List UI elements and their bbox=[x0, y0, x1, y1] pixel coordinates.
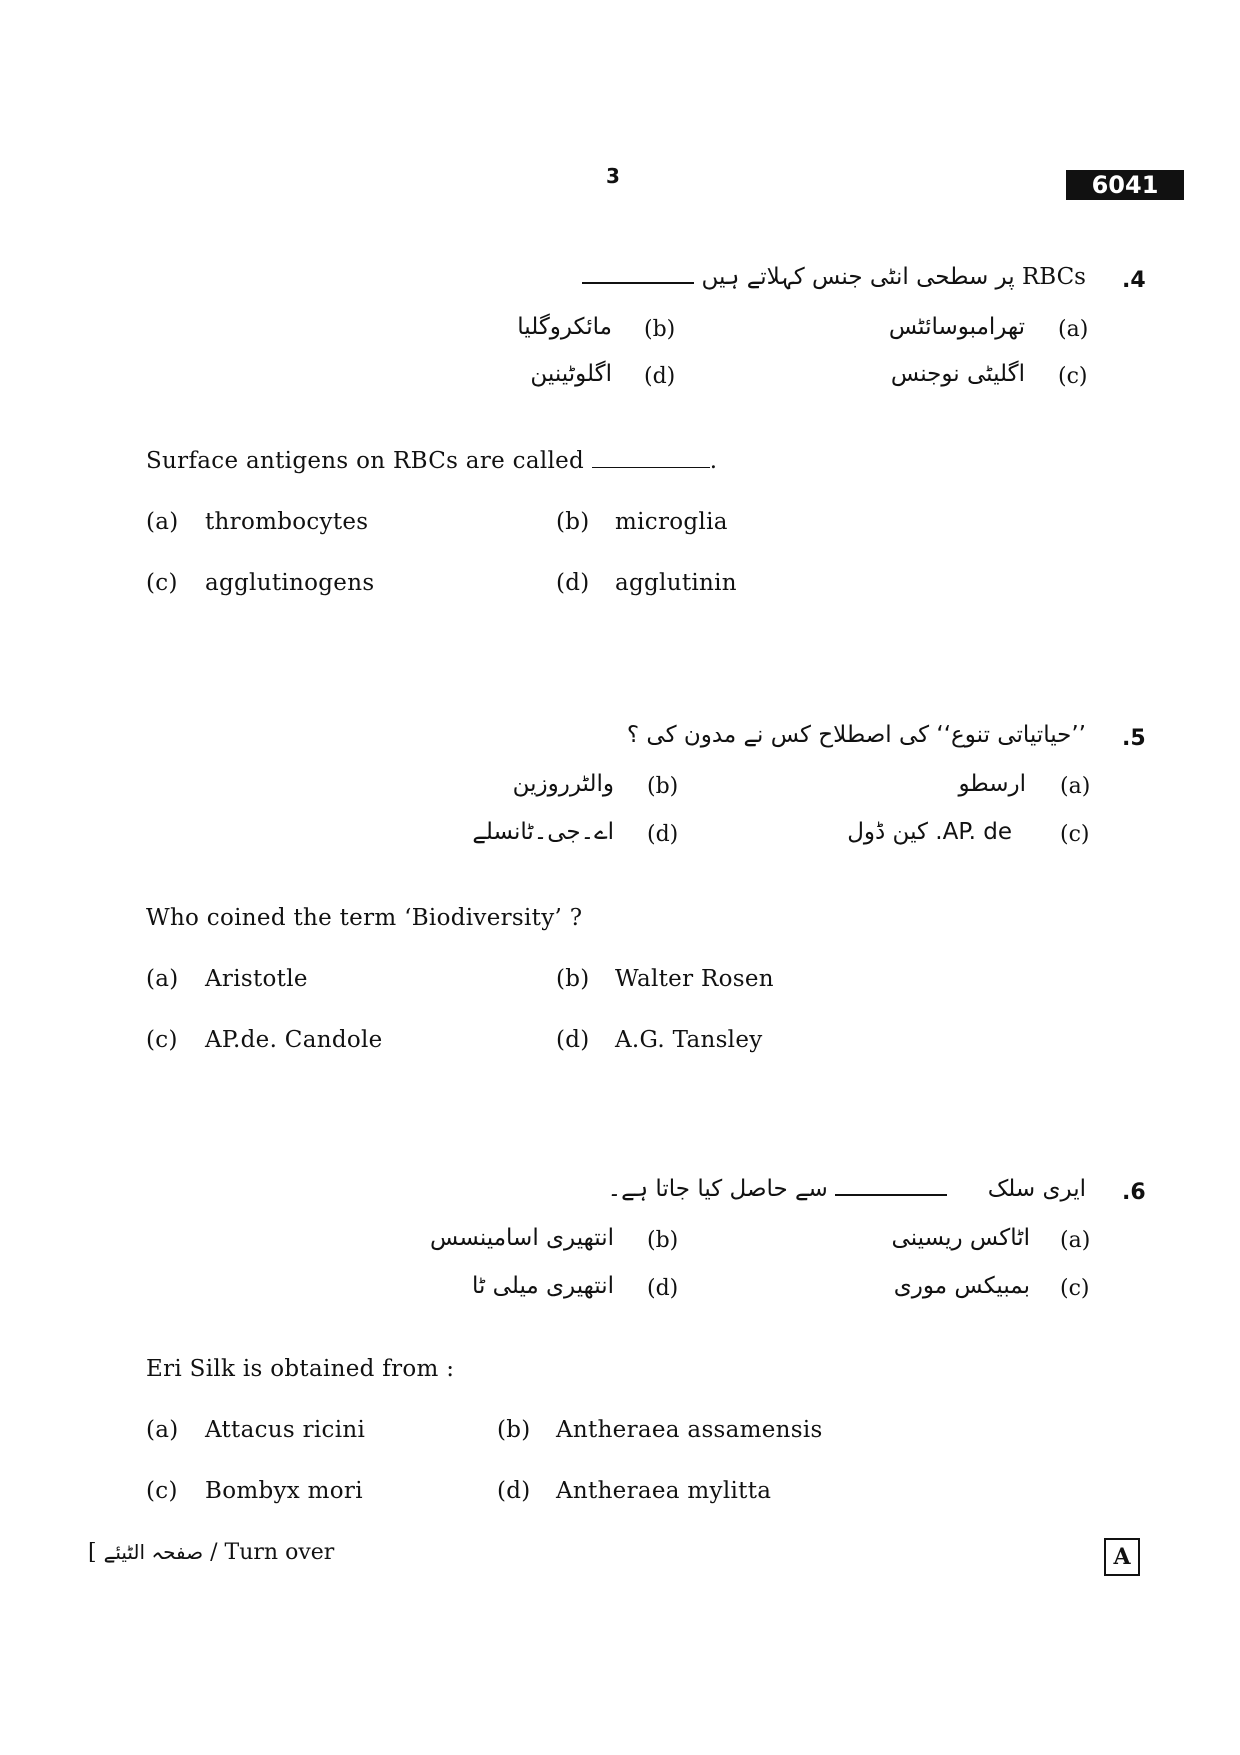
q4-opt-a-label: (a) bbox=[146, 509, 179, 535]
q5-opt-a-label: (a) bbox=[146, 966, 179, 992]
q5-urdu-opt-c-label: (c) bbox=[1060, 822, 1090, 847]
q5-urdu-opt-d-label: (d) bbox=[647, 822, 679, 847]
q4-opt-d: agglutinin bbox=[615, 570, 737, 596]
q4-urdu-blank bbox=[582, 264, 694, 284]
q6-urdu-opt-d-label: (d) bbox=[647, 1276, 679, 1301]
q5-opt-a: Aristotle bbox=[205, 966, 308, 992]
q6-urdu-opt-b: انتھیری اسامینسس bbox=[430, 1225, 614, 1251]
q4-english-blank bbox=[592, 449, 710, 468]
q4-opt-c-label: (c) bbox=[146, 570, 178, 596]
q4-urdu-stem-text: پر سطحی انٹی جنس کہلاتے ہیں bbox=[701, 264, 1015, 290]
q5-opt-c: AP.de. Candole bbox=[205, 1027, 383, 1053]
q5-urdu-opt-d: اے۔جی۔ٹانسلے bbox=[472, 819, 614, 845]
q4-urdu-opt-c: اگلیٹی نوجنس bbox=[890, 361, 1025, 387]
q4-urdu-opt-d-label: (d) bbox=[644, 364, 676, 389]
q6-urdu-end: سے حاصل کیا جاتا ہے۔ bbox=[607, 1176, 828, 1202]
booklet-series-box: A bbox=[1104, 1538, 1140, 1576]
q6-opt-b-label: (b) bbox=[497, 1417, 531, 1443]
paper-code-badge: 6041 bbox=[1066, 170, 1184, 200]
q5-opt-d-label: (d) bbox=[556, 1027, 590, 1053]
q4-opt-b: microglia bbox=[615, 509, 728, 535]
q6-urdu-opt-b-label: (b) bbox=[647, 1228, 679, 1253]
q6-opt-d-label: (d) bbox=[497, 1478, 531, 1504]
q4-opt-d-label: (d) bbox=[556, 570, 590, 596]
q4-urdu-opt-c-label: (c) bbox=[1058, 364, 1088, 389]
q5-number: .5 bbox=[1122, 726, 1146, 751]
q6-urdu-stem bbox=[608, 1176, 1086, 1202]
q5-opt-c-label: (c) bbox=[146, 1027, 178, 1053]
q4-urdu-opt-a-label: (a) bbox=[1058, 317, 1089, 342]
q5-urdu-opt-b: والٹرروزین bbox=[512, 771, 614, 797]
q4-urdu-opt-b: مائکروگلیا bbox=[517, 314, 612, 340]
q4-english-stem-text: Surface antigens on RBCs are called bbox=[146, 448, 585, 474]
turn-over-urdu: صفحہ الٹیئے bbox=[103, 1540, 204, 1564]
q4-opt-c: agglutinogens bbox=[205, 570, 375, 596]
turn-over-bracket: [ bbox=[88, 1540, 97, 1565]
q5-urdu-stem: ’’حیاتیاتی تنوع‘‘ کی اصطلاح کس نے مدون کی ؟ bbox=[626, 722, 1086, 748]
q5-opt-b: Walter Rosen bbox=[615, 966, 774, 992]
q5-opt-b-label: (b) bbox=[556, 966, 590, 992]
q6-opt-b: Antheraea assamensis bbox=[556, 1417, 823, 1443]
q5-opt-d: A.G. Tansley bbox=[615, 1027, 763, 1053]
q5-urdu-opt-a-label: (a) bbox=[1060, 774, 1091, 799]
q6-urdu-opt-d: انتھیری میلی ٹا bbox=[471, 1273, 614, 1299]
q6-urdu-opt-a-label: (a) bbox=[1060, 1228, 1091, 1253]
q4-english-stem bbox=[146, 448, 717, 474]
q4-number: .4 bbox=[1122, 268, 1146, 293]
q6-opt-c-label: (c) bbox=[146, 1478, 178, 1504]
turn-over-note bbox=[88, 1540, 334, 1565]
q4-urdu-opt-a: تھرامبوسائٹس bbox=[888, 314, 1025, 340]
q4-opt-a: thrombocytes bbox=[205, 509, 369, 535]
q5-english-stem: Who coined the term ‘Biodiversity’ ? bbox=[146, 905, 583, 931]
page-number: 3 bbox=[606, 164, 620, 188]
q4-urdu-opt-d: اگلوٹینین bbox=[530, 361, 612, 387]
q6-number: .6 bbox=[1122, 1180, 1146, 1205]
q6-urdu-blank bbox=[835, 1176, 947, 1196]
q6-opt-a-label: (a) bbox=[146, 1417, 179, 1443]
q6-urdu-opt-c-label: (c) bbox=[1060, 1276, 1090, 1301]
q4-urdu-rbcs: RBCs bbox=[1021, 264, 1086, 290]
q5-urdu-opt-a: ارسطو bbox=[958, 771, 1026, 797]
q4-opt-b-label: (b) bbox=[556, 509, 590, 535]
q6-english-stem: Eri Silk is obtained from : bbox=[146, 1356, 455, 1382]
q4-english-end: . bbox=[709, 448, 718, 474]
q6-opt-d: Antheraea mylitta bbox=[556, 1478, 772, 1504]
q6-urdu-opt-a: اٹاکس ریسینی bbox=[891, 1225, 1030, 1251]
q6-opt-c: Bombyx mori bbox=[205, 1478, 363, 1504]
turn-over-text: / Turn over bbox=[210, 1540, 335, 1565]
q6-urdu-opt-c: بمبیکس موری bbox=[893, 1273, 1030, 1299]
q6-urdu-start: ایری سلک bbox=[987, 1176, 1086, 1202]
q4-urdu-stem bbox=[582, 264, 1086, 290]
q5-urdu-opt-b-label: (b) bbox=[647, 774, 679, 799]
q6-opt-a: Attacus ricini bbox=[205, 1417, 366, 1443]
q5-urdu-opt-c: AP. de. کین ڈول bbox=[847, 819, 1012, 845]
q4-urdu-opt-b-label: (b) bbox=[644, 317, 676, 342]
